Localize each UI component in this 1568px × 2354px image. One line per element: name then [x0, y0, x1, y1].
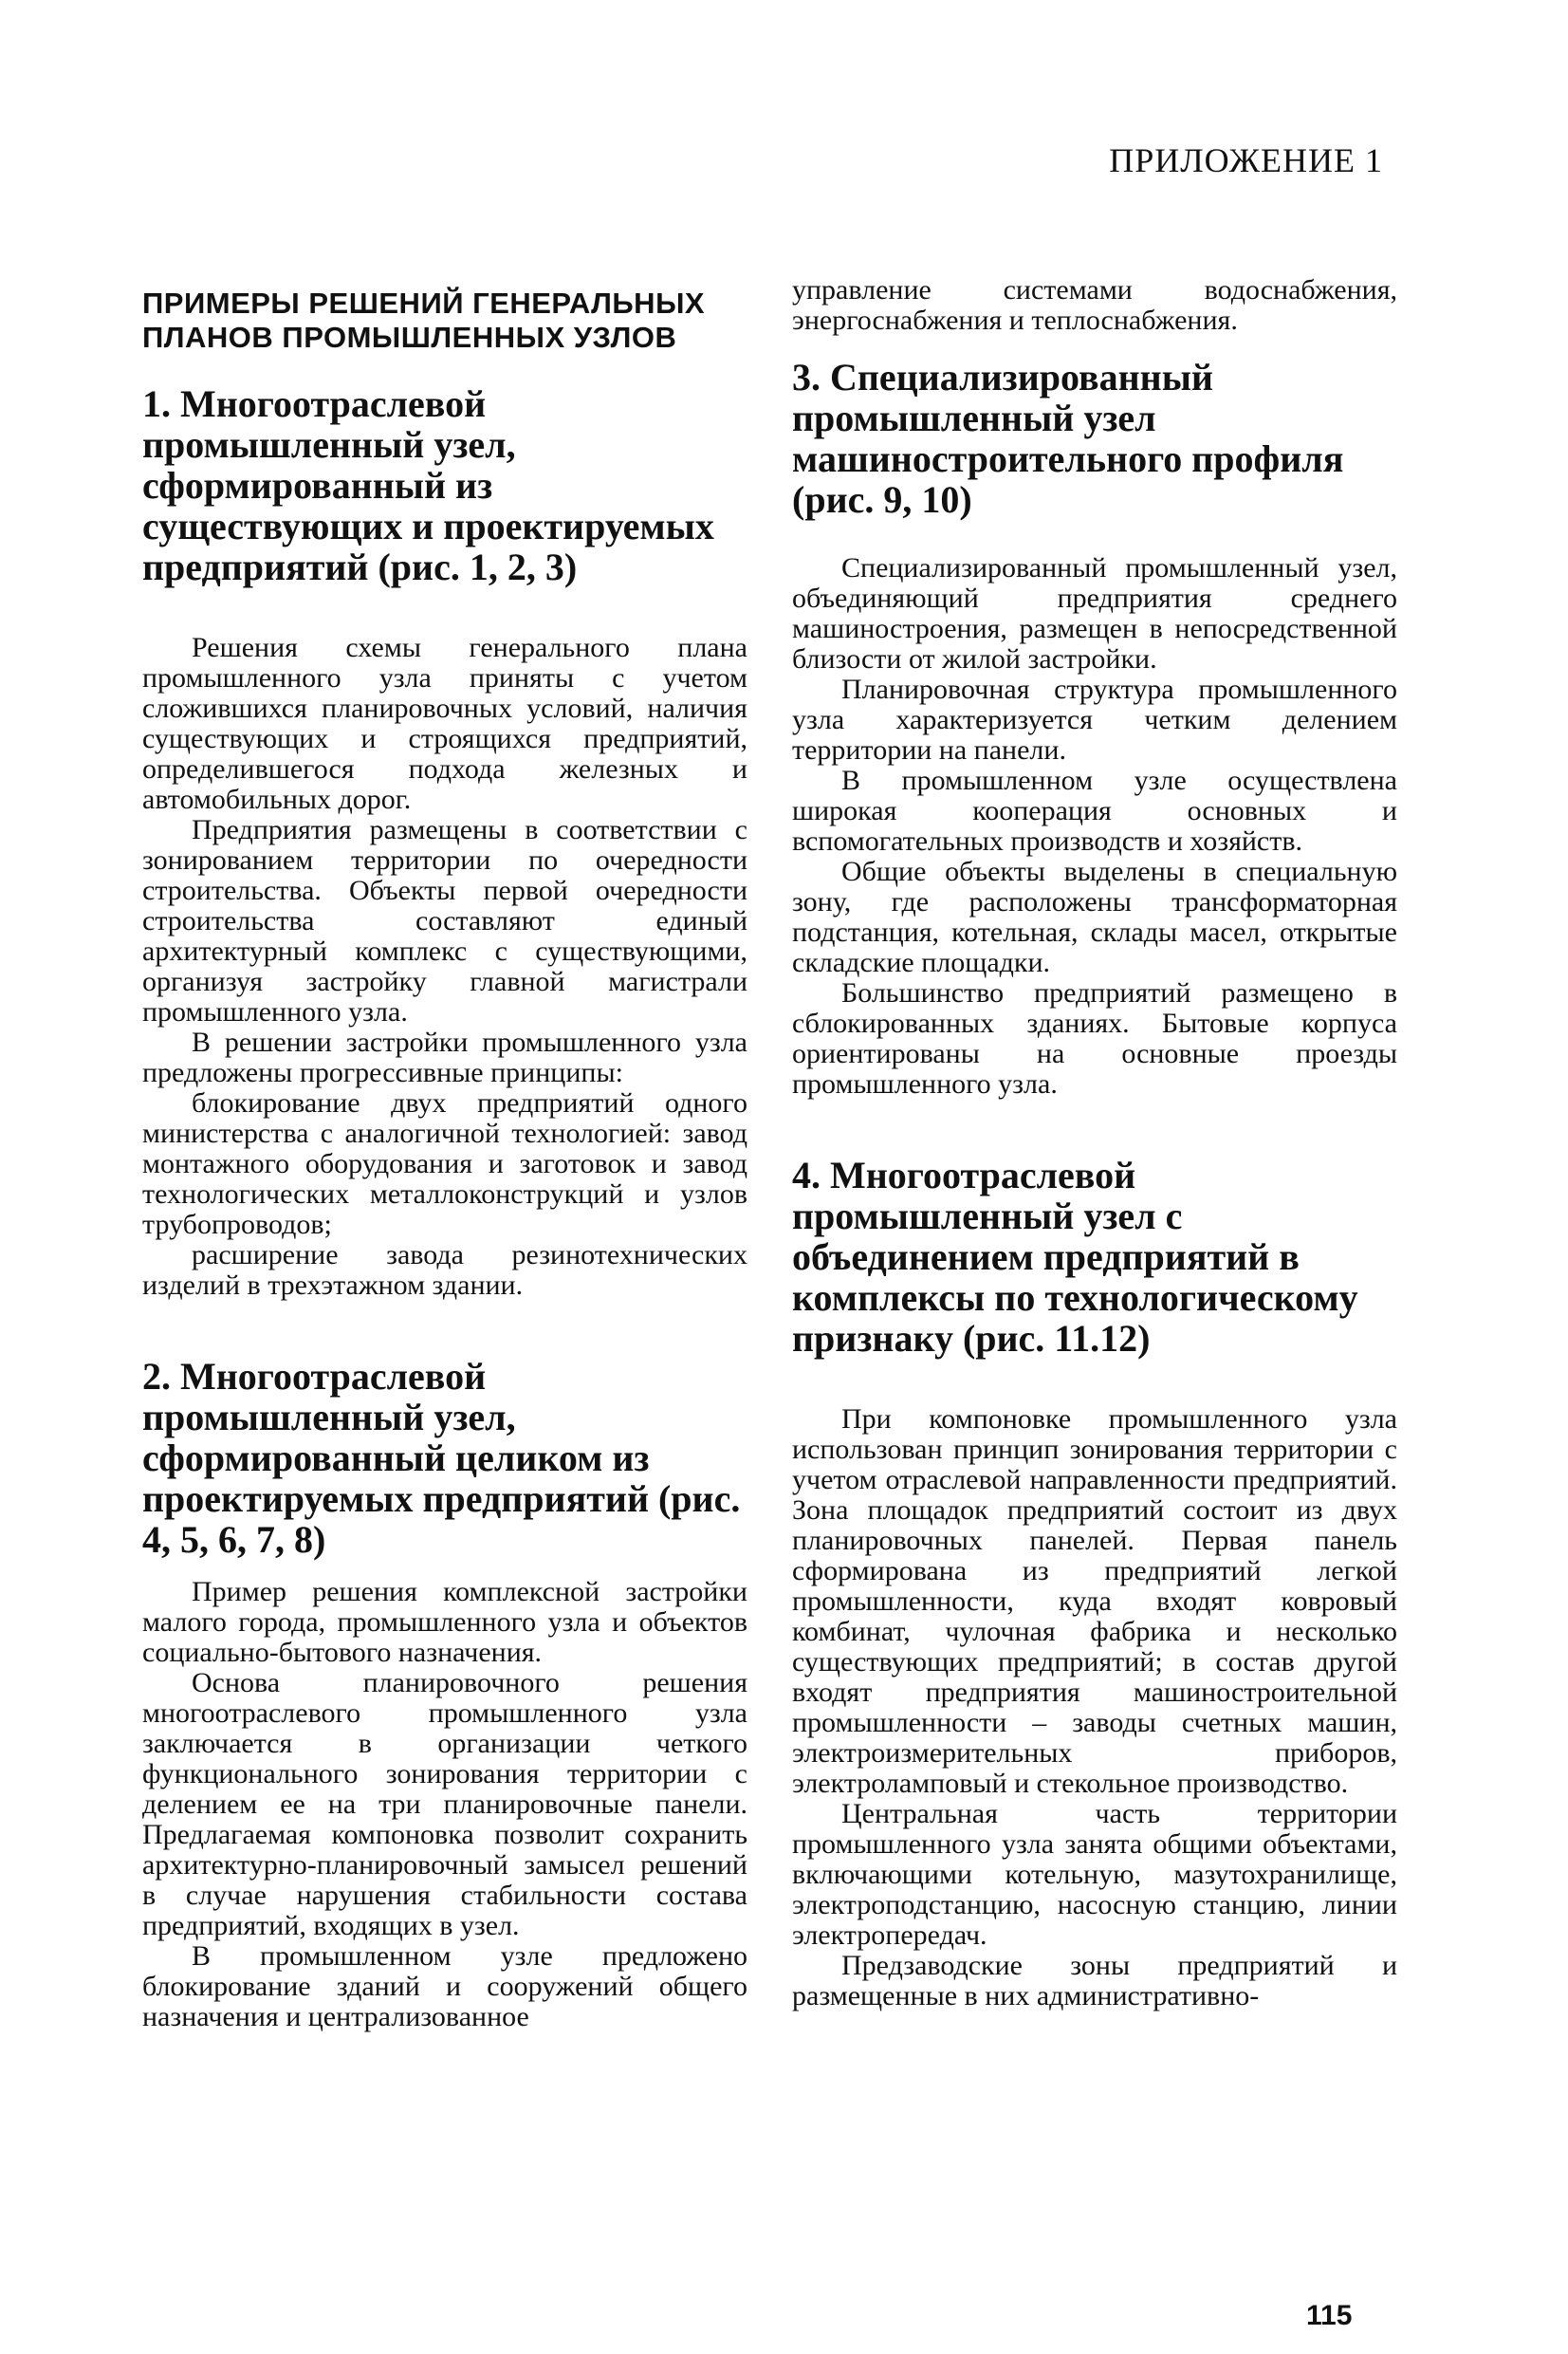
- section-2-title: 2. Многоотраслевой промышленный узел, сформированный целиком из проектируемых предприятий (рис. 4, 5, 6, 7, 8): [142, 1355, 741, 1561]
- main-title: ПРИМЕРЫ РЕШЕНИЙ ГЕНЕРАЛЬНЫХ ПЛАНОВ ПРОМЫШЛЕННЫХ УЗЛОВ: [142, 287, 706, 354]
- section-3-paragraph: Специализированный промышленный узел, объединяющий предприятия среднего машиностроения, размещен в непосредственной близости от жилой застройки.: [792, 552, 1397, 675]
- appendix-label: ПРИЛОЖЕНИЕ 1: [1109, 141, 1383, 179]
- section-1-paragraph: Решения схемы генерального плана промышленного узла приняты с учетом сложившихся планировочных условий, наличия существующих и строящихся предприятий, определившегося подхода железных и автомобильных дорог.: [142, 632, 747, 815]
- section-1-paragraph: Предприятия размещены в соответствии с зонированием территории по очередности строительства. Объекты первой очередности строительства составляют единый архитектурный комплекс с существующими, организуя застройку главной магистрали промышленного узла.: [142, 814, 747, 1028]
- section-3-paragraph: В промышленном узле осуществлена широкая кооперация основных и вспомогательных производств и хозяйств.: [792, 765, 1397, 857]
- right-column: [792, 275, 1397, 2011]
- section-4-paragraph: При компоновке промышленного узла использован принцип зонирования территории с учетом отраслевой направленности предприятий. Зона площадок предприятий состоит из двух планировочных панелей. Первая панель сформирована из предприятий легкой промышленности, куда входят ковровый комбинат, чулочная фабрика и несколько существующих предприятий; в состав другой входят предприятия машиностроительной промышленности – заводы счетных машин, электроизмерительных приборов, электроламповый и стекольное производство.: [792, 1403, 1397, 1799]
- section-2-paragraph: Пример решения комплексной застройки малого города, промышленного узла и объектов социально-бытового назначения.: [142, 1576, 747, 1668]
- section-2-paragraph: В промышленном узле предложено блокирование зданий и сооружений общего назначения и централизованное: [142, 1940, 747, 2032]
- section-4-paragraph: Предзаводские зоны предприятий и размещенные в них административно-: [792, 1950, 1397, 2011]
- section-3-title: 3. Специализированный промышленный узел машиностроительного профиля (рис. 9, 10): [792, 356, 1344, 521]
- left-column: [142, 275, 747, 2032]
- section-3-paragraph: Планировочная структура промышленного узла характеризуется четким делением территории на панели.: [792, 674, 1397, 766]
- section-1-paragraph: блокирование двух предприятий одного министерства с аналогичной технологией: завод монтажного оборудования и заготовок и завод технологических металлоконструкций и узлов трубопроводов;: [142, 1087, 747, 1240]
- section-1-title: 1. Многоотраслевой промышленный узел, сформированный из существующих и проектируемых предприятий (рис. 1, 2, 3): [142, 382, 714, 588]
- section-4-paragraph: Центральная часть территории промышленного узла занята общими объектами, включающими котельную, мазутохранилище, электроподстанцию, насосную станцию, линии электропередач.: [792, 1798, 1397, 1951]
- section-2-paragraph: Основа планировочного решения многоотраслевого промышленного узла заключается в организации четкого функционального зонирования территории с делением ее на три планировочные панели. Предлагаемая компоновка позволит сохранить архитектурно-планировочный замысел решений в случае нарушения стабильности состава предприятий, входящих в узел.: [142, 1667, 747, 1941]
- continued-paragraph: управление системами водоснабжения, энергоснабжения и теплоснабжения.: [792, 274, 1397, 336]
- section-3-paragraph: Большинство предприятий размещено в сблокированных зданиях. Бытовые корпуса ориентированы на основные проезды промышленного узла.: [792, 977, 1397, 1100]
- section-4-title: 4. Многоотраслевой промышленный узел с объединением предприятий в комплексы по технологическому признаку (рис. 11.12): [792, 1154, 1358, 1360]
- page-number: 115: [1306, 2300, 1353, 2331]
- section-3-paragraph: Общие объекты выделены в специальную зону, где расположены трансформаторная подстанция, котельная, склады масел, открытые складские площадки.: [792, 856, 1397, 978]
- section-1-paragraph: расширение завода резинотехнических изделий в трехэтажном здании.: [142, 1239, 747, 1301]
- section-1-paragraph: В решении застройки промышленного узла предложены прогрессивные принципы:: [142, 1027, 747, 1088]
